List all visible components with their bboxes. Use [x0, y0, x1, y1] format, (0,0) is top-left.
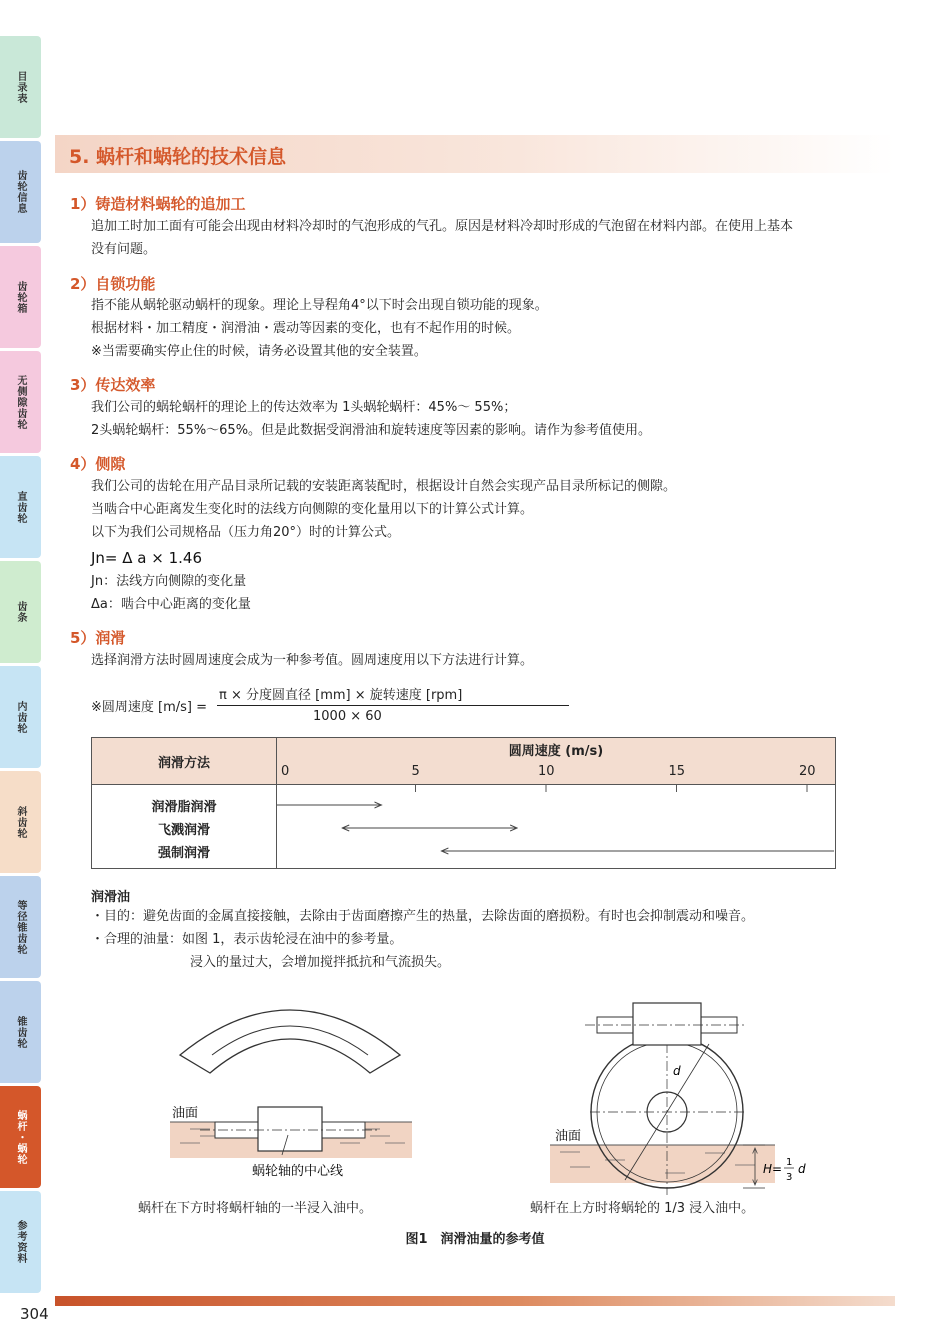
s3-line1: 我们公司的蜗轮蜗杆的理论上的传达效率为 1头蜗轮蜗杆：45%～ 55%； — [91, 400, 517, 415]
side-tab-label: 蜗杆・蜗轮 — [15, 1109, 26, 1165]
side-tab-label: 斜齿轮 — [15, 805, 26, 839]
formula-denominator: 1000 × 60 — [313, 709, 382, 724]
speed-tick-label: 20 — [799, 764, 816, 779]
figure-worm-above — [545, 995, 825, 1195]
right-h-num: 1 — [786, 1157, 793, 1168]
side-tab[interactable] — [0, 666, 41, 768]
side-tab[interactable] — [0, 36, 41, 138]
side-tab-label: 目录表 — [15, 70, 26, 104]
side-tab-label: 锥齿轮 — [15, 1015, 26, 1049]
s1-line1: 追加工时加工面有可能会出现由材料冷却时的气泡形成的气孔。原因是材料冷却时形成的气泡留在材料内部。在使用上基本 — [91, 219, 794, 234]
oil-line3: 浸入的量过大，会增加搅拌抵抗和气流损失。 — [190, 955, 451, 970]
worm-wheel-arc — [180, 1010, 400, 1073]
s2-line1: 指不能从蜗轮驱动蜗杆的现象。理论上导程角4°以下时会出现自锁功能的现象。 — [91, 298, 548, 313]
lubrication-method-label: 飞溅润滑 — [157, 823, 210, 838]
speed-tick-label: 0 — [281, 764, 290, 779]
fraction-line — [217, 705, 569, 706]
side-tab-label: 无侧隙齿轮 — [15, 374, 26, 430]
side-tab[interactable] — [0, 981, 41, 1083]
figure-worm-below — [160, 1005, 420, 1185]
page-title: 5. 蜗杆和蜗轮的技术信息 — [69, 146, 287, 168]
right-h-label: H= — [763, 1162, 783, 1176]
side-tab[interactable] — [0, 246, 41, 348]
section-1-heading: 1）铸造材料蜗轮的追加工 — [70, 195, 246, 213]
figure-title: 图1 润滑油量的参考值 — [405, 1232, 545, 1247]
speed-tick-label: 15 — [668, 764, 686, 779]
formula-numerator: π × 分度圆直径 [mm] × 旋转速度 [rpm] — [219, 688, 463, 703]
side-tab-label: 等径锥齿轮 — [15, 899, 26, 955]
speed-formula — [91, 684, 511, 728]
oil-bath-right — [550, 1145, 775, 1183]
side-tab[interactable] — [0, 561, 41, 663]
s4-line3: 以下为我们公司规格品（压力角20°）时的计算公式。 — [91, 525, 401, 540]
side-tab-label: 内齿轮 — [15, 700, 26, 734]
side-tab[interactable] — [0, 1086, 41, 1188]
right-h-d: d — [798, 1162, 806, 1176]
s2-line2: 根据材料・加工精度・润滑油・震动等因素的变化，也有不起作用的时候。 — [91, 321, 521, 336]
side-tab[interactable] — [0, 141, 41, 243]
s4-def1: Jn：法线方向侧隙的变化量 — [91, 574, 247, 589]
speed-tick-label: 10 — [538, 764, 555, 779]
lubrication-table — [91, 737, 836, 869]
s5-line1: 选择润滑方法时圆周速度会成为一种参考值。圆周速度用以下方法进行计算。 — [91, 653, 534, 668]
worm — [258, 1107, 322, 1151]
s4-line1: 我们公司的齿轮在用产品目录所记载的安装距离装配时，根据设计自然会实现产品目录所标记的侧隙。 — [91, 479, 677, 494]
s3-line2: 2头蜗轮蜗杆：55%～65%。但是此数据受润滑油和旋转速度等因素的影响。请作为参考值使用。 — [91, 423, 652, 438]
oil-line1: ・目的：避免齿面的金属直接接触，去除由于齿面磨擦产生的热量，去除齿面的磨损粉。有时也会抑制震动和噪音。 — [91, 909, 755, 924]
right-oil-label: 油面 — [555, 1129, 582, 1144]
section-5-heading: 5）润滑 — [70, 629, 126, 647]
section-3-heading: 3）传达效率 — [70, 376, 156, 394]
right-d-label: d — [673, 1064, 681, 1078]
formula-lhs: ※圆周速度 [m/s] = — [91, 700, 208, 715]
side-tab-label: 齿轮箱 — [15, 280, 26, 314]
page-number: 304 — [20, 1305, 49, 1323]
left-oil-label: 油面 — [172, 1106, 199, 1121]
oil-heading: 润滑油 — [91, 890, 131, 905]
left-axis-label: 蜗轮轴的中心线 — [252, 1164, 344, 1179]
s4-def2: Δa：啮合中心距离的变化量 — [91, 597, 251, 612]
worm-top — [633, 1003, 701, 1045]
side-tab-label: 参考资料 — [15, 1220, 26, 1264]
side-tab[interactable] — [0, 876, 41, 978]
section-2-heading: 2）自锁功能 — [70, 275, 156, 293]
section-4-heading: 4）侧隙 — [70, 455, 126, 473]
title-band — [55, 135, 895, 173]
side-tab[interactable] — [0, 351, 41, 453]
table-col-speed: 圆周速度 (m/s) — [508, 744, 604, 759]
side-tab-label: 齿条 — [15, 601, 26, 623]
table-col-method: 润滑方法 — [157, 756, 210, 771]
side-tab-label: 齿轮信息 — [15, 170, 26, 214]
left-caption: 蜗杆在下方时将蜗杆轴的一半浸入油中。 — [138, 1201, 373, 1216]
lubrication-method-label: 强制润滑 — [157, 846, 210, 861]
backlash-formula: Jn= Δ a × 1.46 — [91, 549, 202, 567]
s1-line2: 没有问题。 — [91, 242, 157, 257]
table-arrows — [92, 738, 835, 868]
lubrication-method-label: 润滑脂润滑 — [151, 800, 217, 815]
side-tab[interactable] — [0, 771, 41, 873]
s2-line3: ※当需要确实停止住的时候，请务必设置其他的安全装置。 — [91, 344, 427, 359]
bottom-bar — [55, 1296, 895, 1306]
oil-line2: ・合理的油量：如图 1，表示齿轮浸在油中的参考量。 — [91, 932, 403, 947]
side-tab[interactable] — [0, 456, 41, 558]
side-tab-label: 直齿轮 — [15, 490, 26, 524]
right-caption: 蜗杆在上方时将蜗轮的 1/3 浸入油中。 — [530, 1201, 755, 1216]
speed-tick-label: 5 — [411, 764, 420, 779]
right-h-den: 3 — [786, 1172, 793, 1183]
s4-line2: 当啮合中心距离发生变化时的法线方向侧隙的变化量用以下的计算公式计算。 — [91, 502, 534, 517]
